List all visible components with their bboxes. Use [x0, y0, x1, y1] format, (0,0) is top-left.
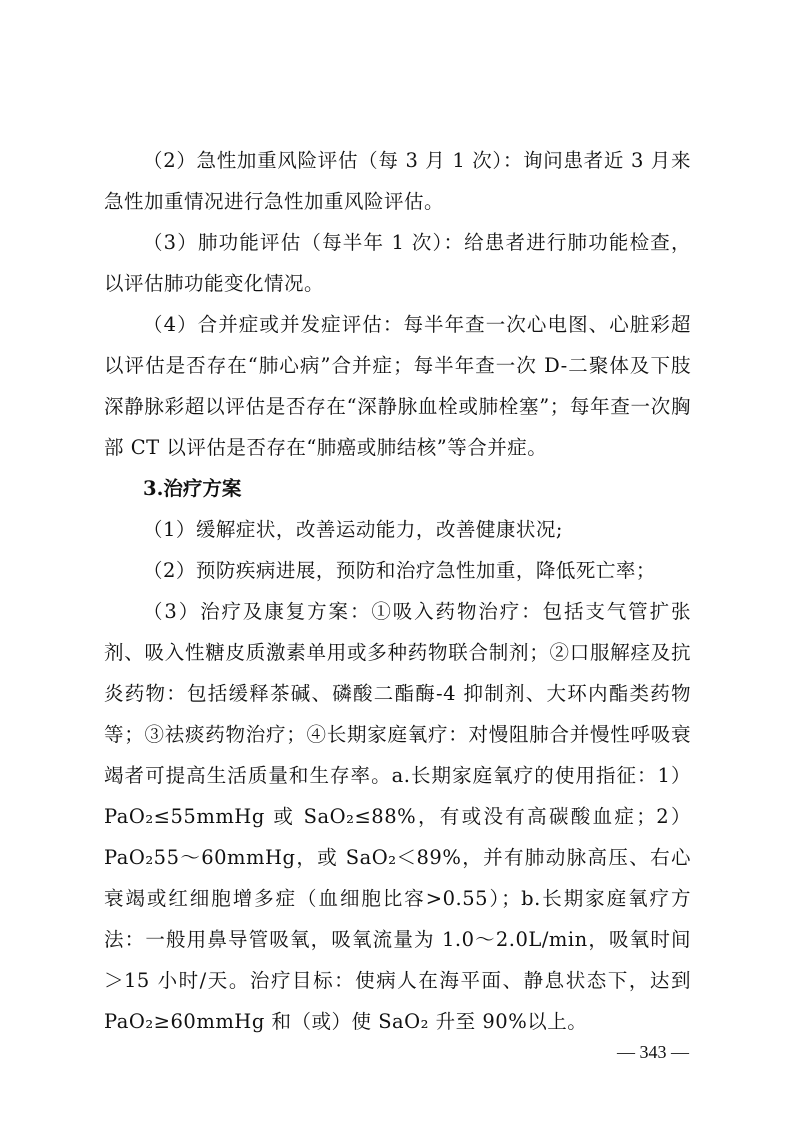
- paragraph-comorbidity: （4）合并症或并发症评估：每半年查一次心电图、心脏彩超以评估是否存在“肺心病”合并症；每半年查一次 D-二聚体及下肢深静脉彩超以评估是否存在“深静脉血栓或肺栓塞”；每年查一次胸部 CT 以评估是否存在“肺癌或肺结核”等合并症。: [104, 313, 691, 459]
- paragraph-exacerbation-risk: （2）急性加重风险评估（每 3 月 1 次）：询问患者近 3 月来急性加重情况进行急性加重风险评估。: [104, 149, 691, 213]
- treatment-item-2: （2）预防疾病进展，预防和治疗急性加重，降低死亡率；: [143, 559, 656, 582]
- section-heading-treatment: 3.治疗方案: [143, 477, 242, 500]
- paragraph-lung-function: （3）肺功能评估（每半年 1 次）：给患者进行肺功能检查，以评估肺功能变化情况。: [104, 231, 691, 295]
- page-number: — 343 —: [617, 1042, 689, 1062]
- treatment-item-3: （3）治疗及康复方案：①吸入药物治疗：包括支气管扩张剂、吸入性糖皮质激素单用或多种药物联合制剂；②口服解痉及抗炎药物：包括缓释茶碱、磷酸二酯酶-4 抑制剂、大环内酯类药物等；③祛痰药物治疗；④长期家庭氧疗：对慢阻肺合并慢性呼吸衰竭者可提高生活质量和生存率。a.长期家庭氧疗的使用指征：1）PaO₂≤55mmHg 或 SaO₂≤88%，有或没有高碳酸血症；2）PaO₂55～60mmHg，或 SaO₂＜89%，并有肺动脉高压、右心衰竭或红细胞增多症（血细胞比容>0.55）；b.长期家庭氧疗方法：一般用鼻导管吸氧，吸氧流量为 1.0～2.0L/min，吸氧时间＞15 小时/天。治疗目标：使病人在海平面、静息状态下，达到 PaO₂≥60mmHg 和（或）使 SaO₂ 升至 90%以上。: [104, 600, 691, 1033]
- treatment-item-1: （1）缓解症状，改善运动能力，改善健康状况;: [143, 518, 563, 541]
- document-body: [104, 140, 691, 1042]
